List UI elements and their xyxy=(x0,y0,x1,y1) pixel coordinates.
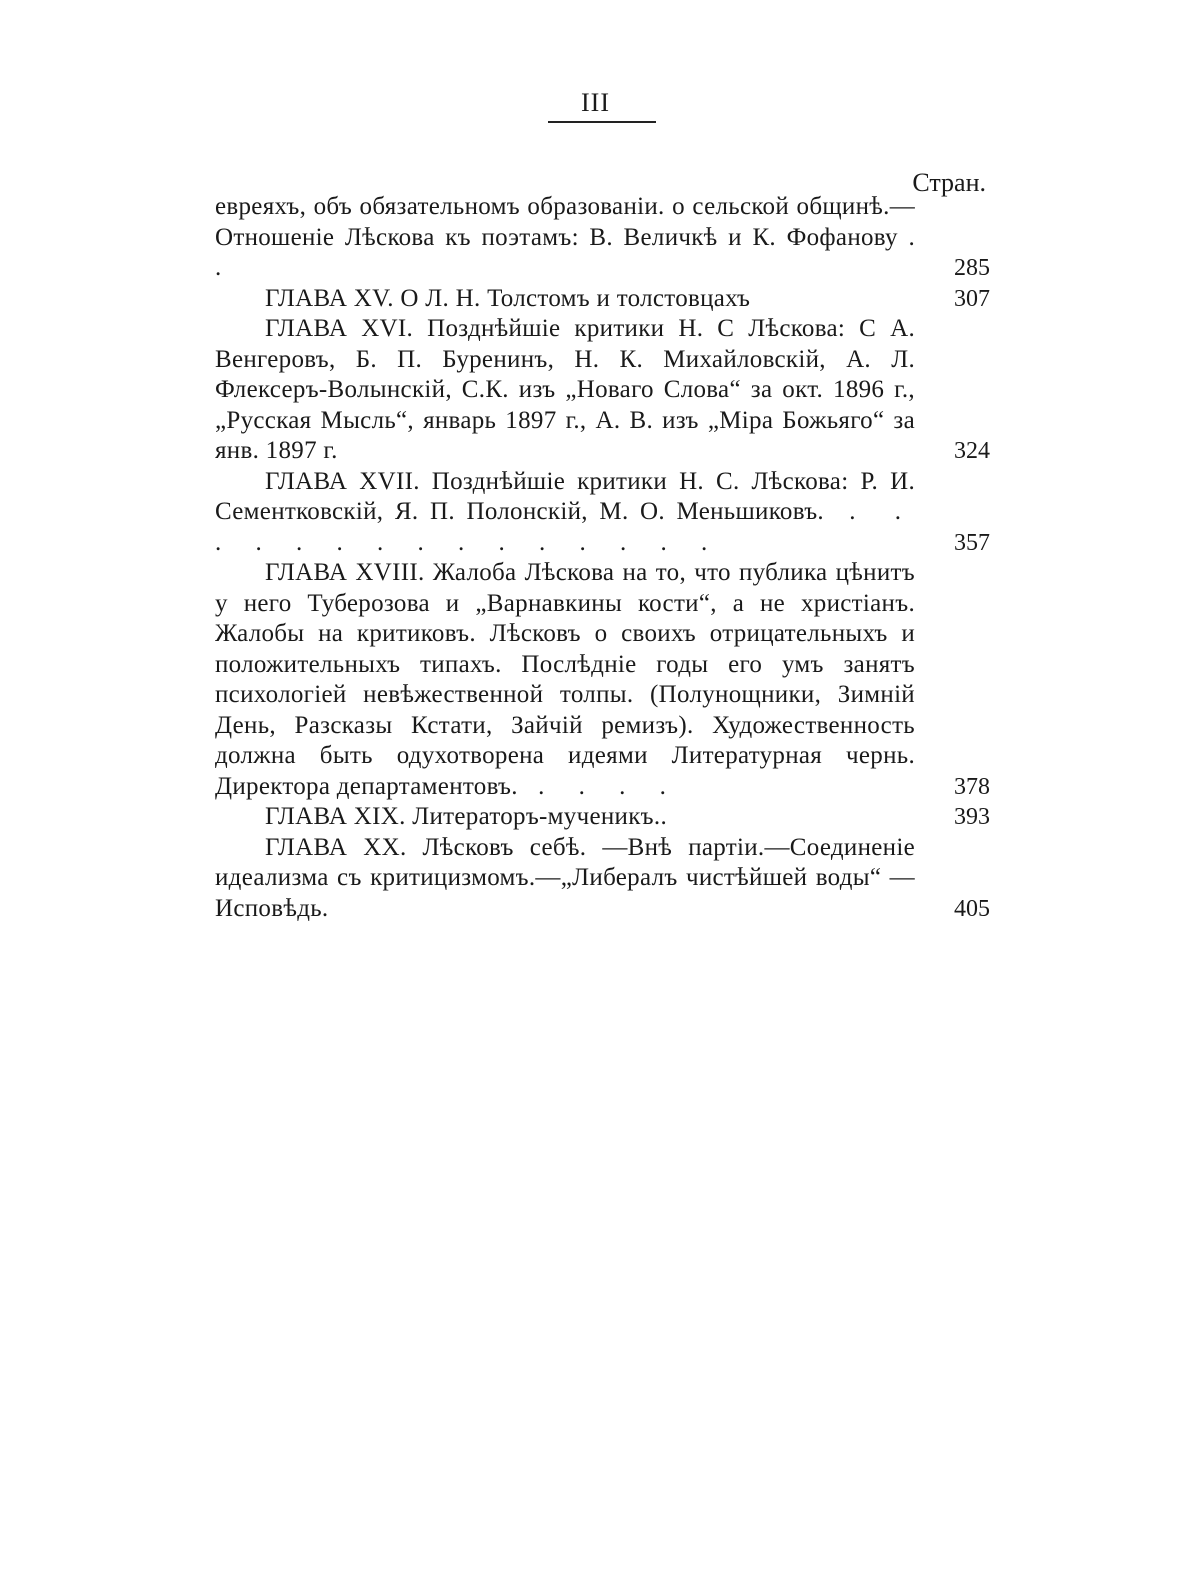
toc-entry-title: ГЛАВА XVII. Позднѣйшіе критики Н. С. Лѣскова: Р. И. Сементковскій, Я. П. Полонскій, М. О. Меньшиковъ. xyxy=(215,467,915,525)
table-of-contents xyxy=(215,192,995,924)
page-column-label: Стран. xyxy=(912,168,986,197)
toc-page-number: 285 xyxy=(954,255,990,281)
dot-leader: . . . . xyxy=(517,772,680,800)
toc-entry-text xyxy=(215,833,915,925)
dot-leader: . . . . . . . . . . . . . . . xyxy=(215,498,915,556)
toc-entry-title: ГЛАВА XVIII. Жалоба Лѣскова на то, что публика цѣнитъ у него Туберозова и „Варнавкины кости“, а не христіанъ. Жалобы на критиковъ. Лѣсковъ о своихъ отрицательныхъ и положительныхъ типахъ. Послѣдніе годы его умъ занятъ психологіей невѣжественной толпы. (Полунощники, Зимній День, Разсказы Кстати, Зайчій ремизъ). Художественность должна быть одухотворена идеями Литературная чернь. Директора департаментовъ. xyxy=(215,559,915,800)
toc-page-number: 307 xyxy=(954,285,990,312)
toc-page-number: 378 xyxy=(954,773,990,800)
toc-page-number: 405 xyxy=(954,895,990,922)
toc-entry-text xyxy=(215,284,915,315)
toc-page-number: 393 xyxy=(954,804,990,830)
toc-entry-text xyxy=(215,802,915,833)
toc-page-number: 324 xyxy=(954,438,990,464)
toc-entry-text xyxy=(215,558,915,802)
toc-entry-title: ГЛАВА XX. Лѣсковъ себѣ. —Внѣ партіи.—Соединеніе идеализма съ критицизмомъ.—„Либералъ чистѣйшей воды“ —Исповѣдь. xyxy=(215,833,915,922)
toc-entry-title: евреяхъ, объ обязательномъ образованіи. о сельской общинѣ.—Отношеніе Лѣскова къ поэтамъ: В. Величкѣ и К. Фофанову . xyxy=(215,193,915,251)
toc-entry-chapter-19 xyxy=(215,802,995,833)
toc-entry-continued xyxy=(215,192,995,284)
toc-entry-chapter-15 xyxy=(215,284,995,315)
toc-entry-chapter-18 xyxy=(215,558,995,802)
toc-entry-text xyxy=(215,467,915,559)
header-rule xyxy=(548,121,656,123)
toc-entry-chapter-17 xyxy=(215,467,995,559)
toc-entry-text xyxy=(215,314,915,467)
toc-page-number: 357 xyxy=(954,529,990,556)
dot-leader: . xyxy=(215,254,236,281)
toc-entry-text xyxy=(215,192,915,284)
toc-entry-title: ГЛАВА XIX. Литераторъ-мученикъ.. xyxy=(265,803,667,830)
toc-entry-chapter-16 xyxy=(215,314,995,467)
page-number: III xyxy=(581,88,610,117)
toc-entry-title: ГЛАВА XVI. Позднѣйшіе критики Н. С Лѣскова: С А. Венгеровъ, Б. П. Буренинъ, Н. К. Михайловскій, А. Л. Флексеръ-Волынскій, С.К. изъ „Новаго Слова“ за окт. 1896 г., „Русская Мысль“, январь 1897 г., А. В. изъ „Міра Божьяго“ за янв. 1897 г. xyxy=(215,315,915,464)
toc-entry-title: ГЛАВА XV. О Л. Н. Толстомъ и толстовцахъ xyxy=(265,284,751,312)
toc-entry-chapter-20 xyxy=(215,833,995,925)
